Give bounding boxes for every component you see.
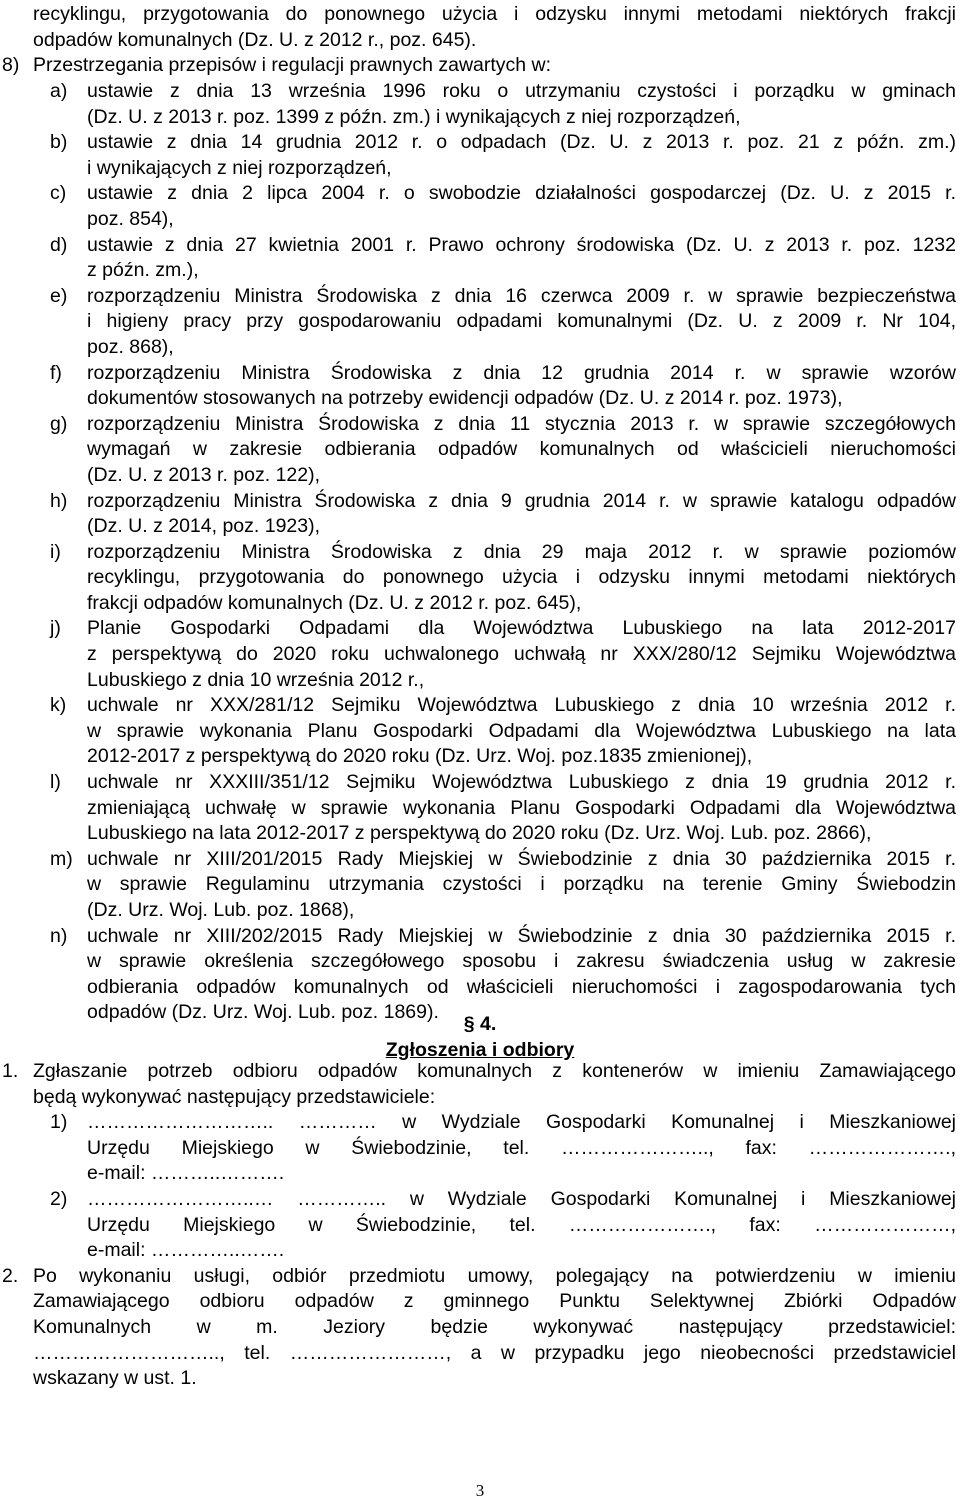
sublist-item-b [0, 130, 960, 181]
text-line: poz. 854), [87, 207, 174, 230]
list-item-body [87, 1110, 956, 1187]
text-line: uchwale nr XIII/201/2015 Rady Miejskiej w Świebodzinie z dnia 30 października 2015 r. [87, 847, 956, 870]
text-line: rozporządzeniu Ministra Środowiska z dnia 9 grudnia 2014 r. w sprawie katalogu odpadów [87, 489, 956, 512]
text-line: Planie Gospodarki Odpadami dla Województwa Lubuskiego na lata 2012-2017 [87, 617, 956, 640]
text-line: ustawie z dnia 27 kwietnia 2001 r. Prawo ochrony środowiska (Dz. U. z 2013 r. poz. 1232 [87, 233, 956, 256]
text-line: recyklingu, przygotowania do ponownego użycia i odzysku innymi metodami niektórych [87, 566, 956, 589]
list-marker: h) [50, 489, 68, 512]
text-line: Komunalnych w m. Jeziory będzie wykonywać następujący przedstawiciel: [33, 1315, 956, 1338]
text-line: z późn. zm.), [87, 259, 199, 282]
text-line: (Dz. U. z 2014, poz. 1923), [87, 515, 321, 538]
text-line: odbierania odpadów komunalnych od właścicieli nieruchomości i zagospodarowania tych [87, 975, 956, 998]
list-marker: 1) [50, 1111, 68, 1134]
list-marker: b) [50, 131, 68, 154]
sublist-item-k [0, 693, 960, 770]
text-line: z perspektywą do 2020 roku uchwalonego uchwałą nr XXX/280/12 Sejmiku Województwa [87, 643, 956, 666]
text-line: uchwale nr XXX/281/12 Sejmiku Województwa Lubuskiego z dnia 10 września 2012 r. [87, 694, 956, 717]
sublist-item-i [0, 540, 960, 617]
text-line: rozporządzeniu Ministra Środowiska z dnia 11 stycznia 2013 r. w sprawie szczegółowych [87, 412, 956, 435]
text-line: Urzędu Miejskiego w Świebodzinie, tel. ………………….., fax: …………………., [87, 1136, 956, 1159]
text-line: uchwale nr XIII/202/2015 Rady Miejskiej w Świebodzinie z dnia 30 października 2015 r. [87, 924, 956, 947]
text-line: ustawie z dnia 13 września 1996 roku o utrzymaniu czystości i porządku w gminach [87, 80, 956, 102]
list-item-body [87, 924, 956, 1026]
list-marker: c) [50, 182, 67, 205]
sublist-item-j [0, 616, 960, 693]
sublist-item-g [0, 412, 960, 489]
list-marker: l) [50, 771, 61, 794]
sublist-item-m [0, 847, 960, 924]
text-line: dokumentów stosowanych na potrzeby ewidencji odpadów (Dz. U. z 2014 r. poz. 1973), [87, 387, 843, 410]
subpoint-1 [0, 1110, 960, 1187]
list-marker: n) [50, 924, 68, 947]
list-marker: 1. [2, 1060, 19, 1082]
list-marker: m) [50, 847, 73, 870]
text-line: (Dz. Urz. Woj. Lub. poz. 1868), [87, 899, 355, 921]
page-number: 3 [475, 1481, 485, 1500]
list-item-body [87, 130, 956, 181]
text-line: frakcji odpadów komunalnych (Dz. U. z 2012 r. poz. 645), [87, 591, 582, 614]
list-item-8 [0, 53, 960, 79]
text-line: w sprawie określenia szczegółowego sposobu i zakresu świadczenia usług w zakresie [87, 950, 956, 973]
text-line: recyklingu, przygotowania do ponownego użycia i odzysku innymi metodami niektórych frakcji [33, 3, 956, 25]
list-item-body [87, 693, 956, 770]
list-marker: i) [50, 540, 61, 563]
text-line: w sprawie wykonania Planu Gospodarki Odpadami dla Województwa Lubuskiego na lata [87, 719, 956, 742]
sublist-8 [0, 79, 960, 1026]
text-line: Lubuskiego z dnia 10 września 2012 r., [87, 668, 425, 691]
list-item-body [87, 1187, 956, 1264]
text-line: ……………………….., tel. ……………………, a w przypadku jego nieobecności przedstawiciel [33, 1341, 956, 1364]
text-line: odpadów (Dz. Urz. Woj. Lub. poz. 1869). [87, 1001, 439, 1024]
list-marker: a) [50, 80, 68, 102]
sublist-item-d [0, 233, 960, 284]
list-item-body [33, 1264, 956, 1392]
list-item-body [87, 181, 956, 232]
text-line: ustawie z dnia 14 grudnia 2012 r. o odpadach (Dz. U. z 2013 r. poz. 21 z późn. zm.) [87, 131, 956, 154]
list-item-body [87, 79, 956, 130]
list-item-body [87, 489, 956, 540]
section-number: § 4. [463, 1013, 497, 1035]
list-marker: f) [50, 361, 62, 384]
sublist-item-n [0, 924, 960, 1026]
text-line: rozporządzeniu Ministra Środowiska z dnia 29 maja 2012 r. w sprawie poziomów [87, 540, 956, 563]
list-marker: 8) [2, 54, 20, 76]
text-line: ……………………….. ………… w Wydziale Gospodarki Komunalnej i Mieszkaniowej [87, 1111, 956, 1134]
text-line: wymagań w zakresie odbierania odpadów komunalnych od właścicieli nieruchomości [87, 438, 956, 461]
text-line: Urzędu Miejskiego w Świebodzinie, tel. …………………., fax: …………………, [87, 1213, 956, 1236]
list-marker: g) [50, 412, 68, 435]
point-1 [0, 1059, 960, 1110]
list-item-body [87, 540, 956, 617]
text-line: rozporządzeniu Ministra Środowiska z dnia 16 czerwca 2009 r. w sprawie bezpieczeństwa [87, 284, 956, 307]
list-item-body [87, 284, 956, 361]
text-line: (Dz. U. z 2013 r. poz. 1399 z późn. zm.) i wynikających z niej rozporządzeń, [87, 105, 741, 128]
text-line: Zamawiającego odbioru odpadów z gminnego Punktu Selektywnej Zbiórki Odpadów [33, 1290, 956, 1313]
text-line: rozporządzeniu Ministra Środowiska z dnia 12 grudnia 2014 r. w sprawie wzorów [87, 361, 956, 384]
sublist-item-e [0, 284, 960, 361]
subpoint-2 [0, 1187, 960, 1264]
text-line: (Dz. U. z 2013 r. poz. 122), [87, 463, 321, 486]
text-line: zmieniającą uchwałę w sprawie wykonania Planu Gospodarki Odpadami dla Województwa [87, 796, 956, 819]
list-item-body [87, 770, 956, 847]
text-line: odpadów komunalnych (Dz. U. z 2012 r., poz. 645). [33, 28, 477, 51]
list-marker: 2. [2, 1264, 19, 1287]
text-line: Zgłaszanie potrzeb odbioru odpadów komunalnych z kontenerów w imieniu Zamawiającego [33, 1060, 956, 1082]
list-item-body [33, 1059, 956, 1110]
list-item-body [87, 616, 956, 693]
point-2 [0, 1264, 960, 1392]
sublist-item-h [0, 489, 960, 540]
list-marker: e) [50, 284, 68, 307]
points-list [0, 1059, 960, 1392]
text-line: i higieny pracy przy gospodarowaniu odpadami komunalnymi (Dz. U. z 2009 r. Nr 104, [87, 310, 956, 333]
sublist-item-a [0, 79, 960, 130]
section-heading [0, 1012, 960, 1063]
list-marker: j) [50, 617, 61, 640]
text-line: e-mail: ………..………. [87, 1162, 285, 1185]
text-line: i wynikających z niej rozporządzeń, [87, 156, 392, 179]
text-line: uchwale nr XXXIII/351/12 Sejmiku Województwa Lubuskiego z dnia 19 grudnia 2012 r. [87, 771, 956, 794]
section-title: Zgłoszenia i odbiory [385, 1038, 575, 1061]
text-line: ……………………..… ………….. w Wydziale Gospodarki Komunalnej i Mieszkaniowej [87, 1187, 956, 1210]
list-item-body [87, 233, 956, 284]
text-line: wskazany w ust. 1. [33, 1367, 197, 1390]
list-item-body [87, 412, 956, 489]
text-line: Lubuskiego na lata 2012-2017 z perspektywą do 2020 roku (Dz. Urz. Woj. Lub. poz. 2866), [87, 822, 872, 845]
text-line: w sprawie Regulaminu utrzymania czystości i porządku na terenie Gminy Świebodzin [87, 873, 956, 896]
list-marker: k) [50, 694, 67, 717]
sublist-item-f [0, 361, 960, 412]
text-line: 2012-2017 z perspektywą do 2020 roku (Dz. Urz. Woj. poz.1835 zmienionej), [87, 745, 753, 768]
list-marker: 2) [50, 1187, 68, 1210]
text-line: e-mail: …………..……. [87, 1239, 285, 1262]
text-line: poz. 868), [87, 335, 174, 358]
text-line: Po wykonaniu usługi, odbiór przedmiotu umowy, polegający na potwierdzeniu w imieniu [33, 1264, 956, 1287]
sublist-item-c [0, 181, 960, 232]
intro-paragraph [0, 2, 960, 53]
text-line: będą wykonywać następujący przedstawiciele: [33, 1085, 436, 1108]
list-item-body [87, 847, 956, 924]
list-item-text: Przestrzegania przepisów i regulacji prawnych zawartych w: [33, 54, 552, 76]
text-line: ustawie z dnia 2 lipca 2004 r. o swobodzie działalności gospodarczej (Dz. U. z 2015 r. [87, 182, 956, 205]
sublist-item-l [0, 770, 960, 847]
list-marker: d) [50, 233, 68, 256]
list-item-body [87, 361, 956, 412]
